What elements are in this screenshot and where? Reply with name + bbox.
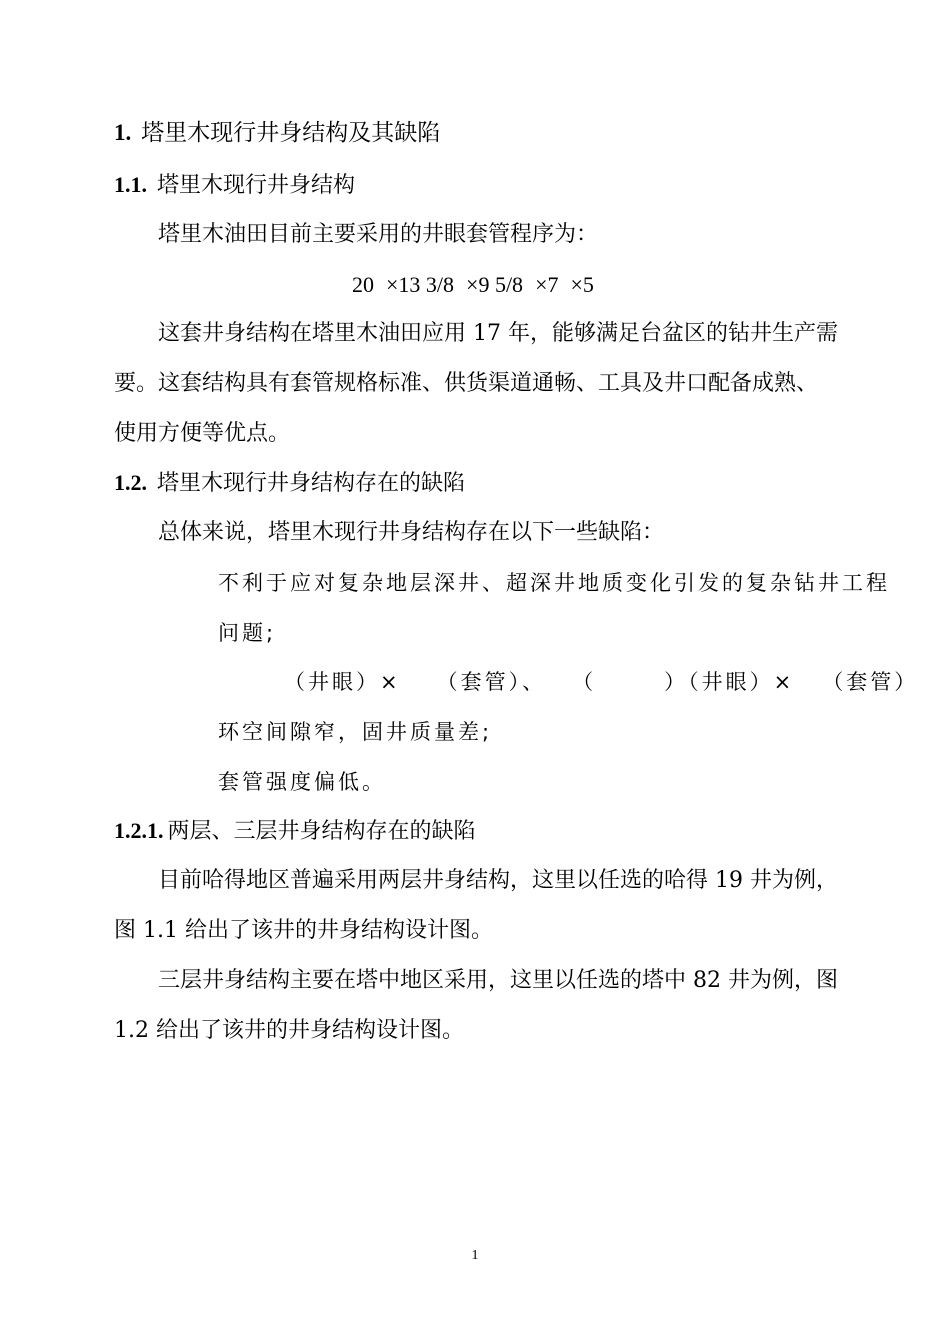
size-fragment: （套管） xyxy=(822,670,919,694)
defect-item-line: 问题; xyxy=(218,621,277,645)
defect-item-line: 环空间隙窄，固井质量差; xyxy=(218,720,493,744)
paragraph-line: 目前哈得地区普遍采用两层井身结构，这里以任选的哈得 19 井为例， xyxy=(158,868,838,893)
defect-item-line: 不利于应对复杂地层深井、超深井地质变化引发的复杂钻井工程 xyxy=(218,571,890,595)
section-1-2-1-heading xyxy=(114,816,476,846)
size-fragment: ）（井眼）× xyxy=(664,670,795,694)
section-1-1-heading xyxy=(114,170,355,200)
formula-term: ×5 xyxy=(570,272,594,297)
section-title: 两层、三层井身结构存在的缺陷 xyxy=(167,819,476,844)
casing-program-formula xyxy=(352,270,606,300)
paragraph-line: 塔里木油田目前主要采用的井眼套管程序为： xyxy=(158,222,599,247)
formula-term: ×13 3/8 xyxy=(386,272,455,297)
formula-term: ×9 5/8 xyxy=(466,272,524,297)
section-title: 塔里木现行井身结构及其缺陷 xyxy=(141,120,441,146)
paragraph-line: 要。这套结构具有套管规格标准、供货渠道通畅、工具及井口配备成熟、 xyxy=(114,371,819,396)
section-1-heading xyxy=(114,118,440,148)
section-number: 1.2. xyxy=(114,470,147,495)
defect-item-sizes xyxy=(284,667,918,697)
paragraph-line: 1.2 给出了该井的井身结构设计图。 xyxy=(114,1018,464,1043)
section-number: 1.2.1. xyxy=(114,818,164,843)
paragraph-line: 图 1.1 给出了该井的井身结构设计图。 xyxy=(114,918,493,943)
formula-term: 20 xyxy=(352,272,374,297)
size-fragment: （ xyxy=(572,670,597,694)
paragraph-line: 总体来说，塔里木现行井身结构存在以下一些缺陷： xyxy=(158,520,665,545)
section-title: 塔里木现行井身结构存在的缺陷 xyxy=(157,471,466,496)
section-title: 塔里木现行井身结构 xyxy=(157,173,356,198)
section-number: 1.1. xyxy=(114,172,147,197)
paragraph-line: 这套井身结构在塔里木油田应用 17 年，能够满足台盆区的钻井生产需 xyxy=(158,321,838,346)
paragraph-line: 使用方便等优点。 xyxy=(114,421,291,446)
paragraph-line: 三层井身结构主要在塔中地区采用，这里以任选的塔中 82 井为例，图 xyxy=(158,968,838,993)
formula-term: ×7 xyxy=(535,272,559,297)
page-number: 1 xyxy=(471,1248,479,1263)
section-1-2-heading xyxy=(114,468,465,498)
defect-item-line: 套管强度偏低。 xyxy=(218,770,386,794)
size-fragment: （套管）、 xyxy=(436,670,547,694)
size-fragment: （井眼）× xyxy=(284,670,401,694)
section-number: 1. xyxy=(114,120,132,145)
